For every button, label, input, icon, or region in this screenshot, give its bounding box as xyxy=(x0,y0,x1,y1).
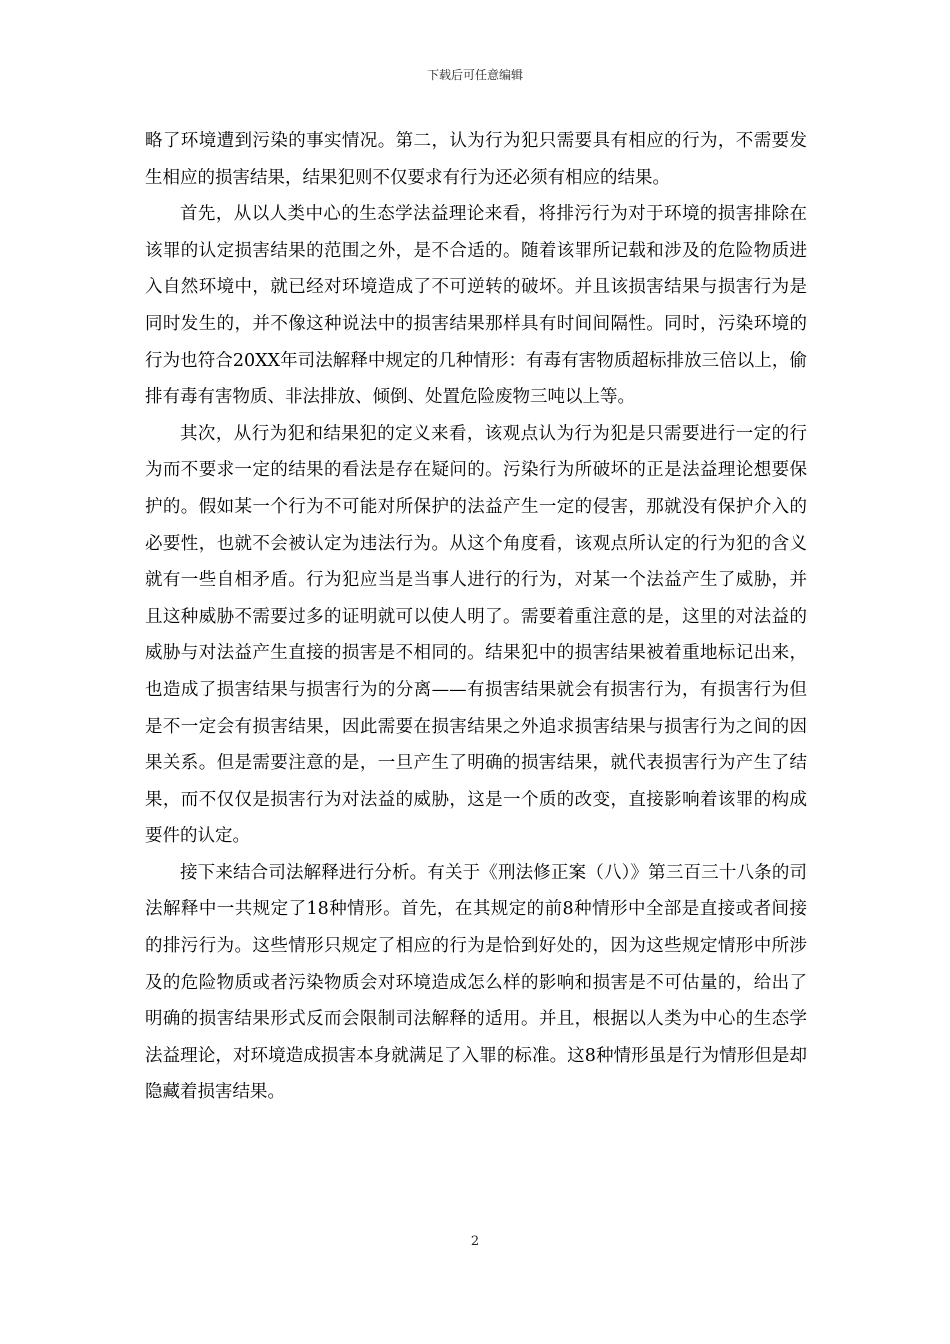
document-body xyxy=(145,123,807,1111)
page-header: 下载后可任意编辑 xyxy=(426,68,523,82)
paragraph-3: 其次，从行为犯和结果犯的定义来看，该观点认为行为犯是只需要进行一定的行为而不要求一定的结果的看法是存在疑问的。污染行为所破坏的正是法益理论想要保护的。假如某一个行为不可能对所保护的法益产生一定的侵害，那就没有保护介入的必要性，也就不会被认定为违法行为。从这个角度看，该观点所认定的行为犯的含义就有一些自相矛盾。行为犯应当是当事人进行的行为，对某一个法益产生了威胁，并且这种威胁不需要过多的证明就可以使人明了。需要着重注意的是，这里的对法益的威胁与对法益产生直接的损害是不相同的。结果犯中的损害结果被着重地标记出来，也造成了损害结果与损害行为的分离——有损害结果就会有损害行为，有损害行为但是不一定会有损害结果，因此需要在损害结果之外追求损害结果与损害行为之间的因果关系。但是需要注意的是，一旦产生了明确的损害结果，就代表损害行为产生了结果，而不仅仅是损害行为对法益的威胁，这是一个质的改变，直接影响着该罪的构成要件的认定。 xyxy=(145,423,807,847)
page-number: 2 xyxy=(470,1234,480,1249)
paragraph-2: 首先，从以人类中心的生态学法益理论来看，将排污行为对于环境的损害排除在该罪的认定损害结果的范围之外，是不合适的。随着该罪所记载和涉及的危险物质进入自然环境中，就已经对环境造成了不可逆转的破坏。并且该损害结果与损害行为是同时发生的，并不像这种说法中的损害结果那样具有时间间隔性。同时，污染环境的行为也符合20XX年司法解释中规定的几种情形：有毒有害物质超标排放三倍以上，偷排有毒有害物质、非法排放、倾倒、处置危险废物三吨以上等。 xyxy=(145,204,807,408)
paragraph-4: 接下来结合司法解释进行分析。有关于《刑法修正案（八）》第三百三十八条的司法解释中一共规定了18种情形。首先，在其规定的前8种情形中全部是直接或者间接的排污行为。这些情形只规定了相应的行为是恰到好处的，因为这些规定情形中所涉及的危险物质或者污染物质会对环境造成怎么样的影响和损害是不可估量的，给出了明确的损害结果形式反而会限制司法解释的适用。并且，根据以人类为中心的生态学法益理论，对环境造成损害本身就满足了入罪的标准。这8种情形虽是行为情形但是却隐藏着损害结果。 xyxy=(145,862,807,1103)
paragraph-1: 略了环境遭到污染的事实情况。第二，认为行为犯只需要具有相应的行为，不需要发生相应的损害结果，结果犯则不仅要求有行为还必须有相应的结果。 xyxy=(145,131,807,188)
